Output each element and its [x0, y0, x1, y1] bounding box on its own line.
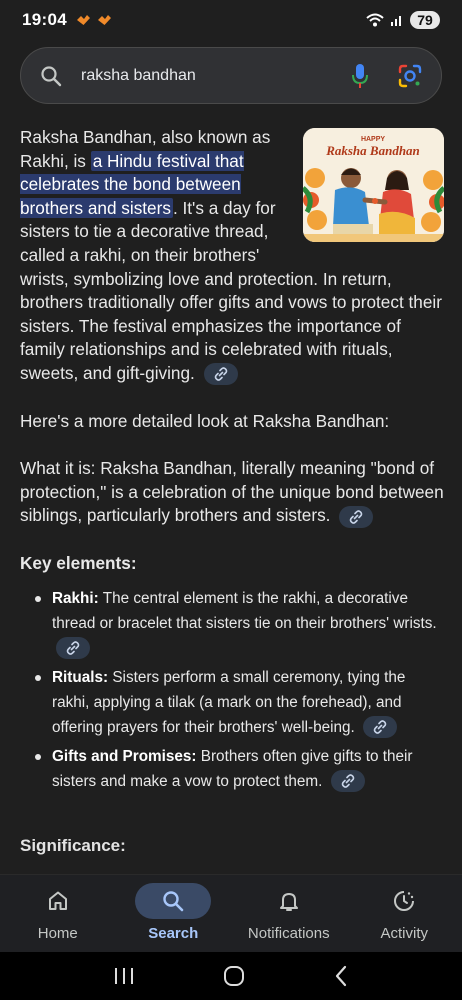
- highlighted-definition[interactable]: a Hindu festival that celebrates the bond between brothers and sisters: [20, 150, 244, 218]
- app-notification-icon: [96, 13, 113, 27]
- recent-apps-button[interactable]: [113, 966, 135, 986]
- system-navigation-bar: [0, 952, 462, 1000]
- list-item: [34, 744, 444, 794]
- nav-notifications-pill: [251, 883, 327, 919]
- search-icon: [161, 889, 185, 913]
- nav-activity-pill: [366, 883, 442, 919]
- status-time: 19:04: [22, 10, 67, 29]
- back-button[interactable]: [333, 965, 349, 987]
- nav-home-label: Home: [37, 925, 78, 942]
- link-icon: [349, 510, 363, 524]
- home-icon: [46, 889, 70, 913]
- nav-home[interactable]: [0, 875, 116, 952]
- source-link-button[interactable]: [339, 506, 373, 528]
- nav-activity[interactable]: [347, 875, 462, 952]
- nav-notifications-label: Notifications: [247, 925, 330, 942]
- source-link-button[interactable]: [204, 363, 238, 385]
- search-icon: [39, 64, 63, 88]
- activity-icon: [392, 889, 416, 913]
- microphone-icon[interactable]: [351, 63, 369, 89]
- link-icon: [66, 641, 80, 655]
- source-link-button[interactable]: [56, 637, 90, 659]
- list-item-title: Rakhi:: [52, 589, 99, 607]
- link-icon: [373, 720, 387, 734]
- list-item: [34, 586, 444, 661]
- list-item-text: Sisters perform a small ceremony, tying the rakhi, applying a tilak (a mark on the forehead), and offering prayers for their brothers' well-being.: [52, 668, 406, 736]
- search-bar[interactable]: [20, 47, 442, 104]
- search-input[interactable]: [81, 67, 351, 85]
- image-caption-line1: HAPPY: [360, 136, 386, 143]
- nav-activity-label: Activity: [380, 925, 428, 942]
- nav-search-label: Search: [148, 925, 199, 942]
- what-it-is-paragraph: [20, 457, 444, 528]
- image-caption-line2: Raksha Bandhan: [326, 143, 420, 158]
- source-link-button[interactable]: [363, 716, 397, 738]
- home-button[interactable]: [222, 964, 246, 988]
- app-notification-icon: [75, 13, 92, 27]
- link-icon: [214, 367, 228, 381]
- list-item-text: Brothers often give gifts to their sisters and make a vow to protect them.: [52, 747, 413, 790]
- key-elements-list: [20, 586, 444, 794]
- list-item: [34, 665, 444, 740]
- nav-search[interactable]: [116, 875, 232, 952]
- wifi-icon: [366, 13, 384, 27]
- what-it-is-text: What it is: Raksha Bandhan, literally meaning "bond of protection," is a celebration of the unique bond between siblings, particularly brothers and sisters.: [20, 458, 444, 526]
- nav-search-pill: [135, 883, 211, 919]
- link-icon: [341, 774, 355, 788]
- nav-home-pill: [20, 883, 96, 919]
- notification-icons: [75, 13, 113, 27]
- overview-intro: Raksha Bandhan, also known as Rakhi, is: [20, 127, 271, 171]
- significance-heading: Significance:: [20, 836, 126, 855]
- bottom-navigation: [0, 874, 462, 952]
- source-link-button[interactable]: [331, 770, 365, 792]
- list-item-title: Rituals:: [52, 668, 109, 686]
- google-lens-icon[interactable]: [397, 63, 423, 89]
- battery-indicator: 79: [410, 11, 440, 29]
- signal-icon: [390, 13, 404, 27]
- raksha-bandhan-image[interactable]: [303, 128, 444, 242]
- illustration: [303, 128, 444, 242]
- status-bar: [0, 0, 462, 40]
- ai-overview: [20, 126, 444, 798]
- key-elements-heading: Key elements:: [20, 552, 137, 573]
- list-item-text: The central element is the rakhi, a decorative thread or bracelet that sisters tie on their brothers' wrists.: [52, 589, 437, 632]
- nav-notifications[interactable]: [231, 875, 347, 952]
- overview-rest: . It's a day for sisters to tie a decorative thread, called a rakhi, on their brothers' wrists, symbolizing love and protection. In return, brothers traditionally offer gifts and vows to protect their sisters. The festival emphasizes the importance of family relationships and is celebrated with rituals, sweets, and gift-giving.: [20, 197, 442, 383]
- bell-icon: [277, 889, 301, 913]
- list-item-title: Gifts and Promises:: [52, 747, 197, 765]
- detail-intro: Here's a more detailed look at Raksha Bandhan:: [20, 410, 390, 431]
